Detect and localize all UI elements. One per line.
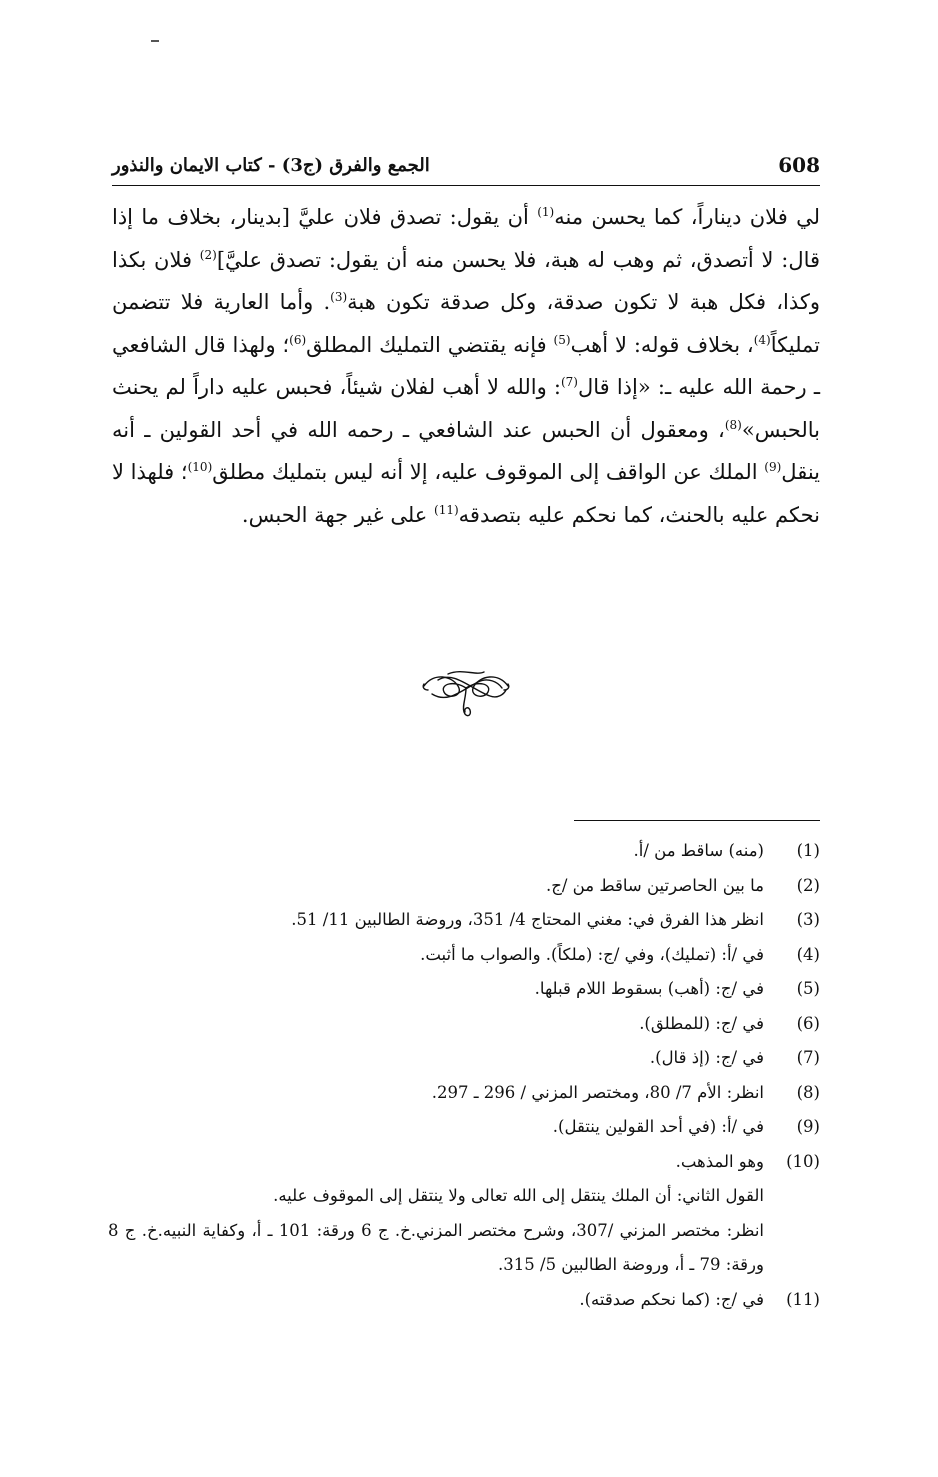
footnote-item: [108, 1283, 820, 1318]
footnote-divider: [574, 820, 820, 821]
footnote-item: [108, 1007, 820, 1042]
footnote-text: في /أ: (تمليك)، وفي /ج: (ملكاً). والصواب ما أثبت.: [420, 944, 764, 964]
footnote-number: (1): [796, 841, 820, 860]
footnote-item: [108, 1076, 820, 1111]
footnote-ref: (8): [724, 417, 742, 432]
footnote-ref: (7): [560, 375, 578, 389]
stray-ink-mark: [151, 40, 159, 42]
footnote-item: [108, 1145, 820, 1180]
body-text-segment: ، ومعقول أن الحبس عند الشافعي ـ رحمه الله في أحد القولين ـ أنه ينقل: [112, 417, 821, 484]
footnote-item: [108, 903, 820, 938]
footnote-ref: (10): [187, 460, 213, 474]
footnote-number: (4): [796, 944, 820, 964]
footnote-text: في /ج: (إذ قال).: [649, 1048, 764, 1067]
footnote-number: (5): [796, 979, 820, 998]
footnote-number: (3): [796, 910, 820, 929]
footnote-item: [108, 869, 820, 904]
footnote-text: في /ج: (كما نحكم صدقته).: [579, 1289, 764, 1309]
flourish-ornament-icon: [418, 660, 514, 722]
footnote-item: [108, 938, 820, 973]
body-text-segment: . وأما العارية فلا تتضمن تمليكاً: [112, 290, 821, 357]
body-text-segment: أن يقول: تصدق فلان عليَّ [بدينار، بخلاف ما إذا قال: لا أتصدق، ثم وهب له هبة، فلا يحسن منه أن يقول: تصدق عليَّ]: [112, 205, 821, 272]
footnote-ref: (9): [764, 460, 782, 474]
running-title: الجمع والفرق (ج3) - كتاب الايمان والنذور: [112, 154, 430, 176]
footnote-ref: (2): [199, 247, 217, 262]
footnote-number: (9): [796, 1117, 820, 1136]
footnote-item: [108, 972, 820, 1007]
body-text-segment: ، بخلاف قوله: لا أهب: [570, 332, 754, 357]
footnote-ref: (1): [537, 205, 555, 219]
footnote-ref: (5): [553, 332, 571, 347]
footnote-text: وهو المذهب.: [675, 1151, 764, 1171]
footnote-text: انظر هذا الفرق في: مغني المحتاج 4/ 351، وروضة الطالبين 11/ 51.: [291, 910, 764, 929]
footnote-text: (منه) ساقط من /أ.: [633, 841, 764, 860]
body-text-segment: لي فلان ديناراً، كما يحسن منه: [554, 205, 820, 229]
footnote-number: (10): [786, 1151, 820, 1171]
body-text-segment: فإنه يقتضي التمليك المطلق: [306, 332, 554, 357]
body-text-segment: ؛ ولهذا قال الشافعي ـ رحمة الله عليه ـ: «إذا قال: [112, 332, 820, 399]
footnote-text: في /ج: (أهب) بسقوط اللام قبلها.: [534, 979, 764, 998]
footnote-number: (6): [796, 1013, 820, 1033]
footnote-continuation: القول الثاني: أن الملك ينتقل إلى الله تعالى ولا ينتقل إلى الموقوف عليه.: [273, 1186, 764, 1205]
footnote-number: (7): [796, 1048, 820, 1067]
footnote-number: (11): [786, 1289, 820, 1309]
footnote-ref: (3): [330, 290, 348, 304]
footnote-continuation: انظر: مختصر المزني /307، وشرح مختصر المزني.خ. ج 6 ورقة: 101 ـ أ، وكفاية النبيه.خ. ج 8 ورقة: 79 ـ أ، وروضة الطالبين 5/ 315.: [108, 1220, 764, 1274]
footnote-item: [108, 1110, 820, 1145]
footnote-text: انظر: الأم 7/ 80، ومختصر المزني / 296 ـ 297.: [431, 1082, 764, 1102]
body-text-segment: الملك عن الواقف إلى الموقوف عليه، إلا أنه ليس بتمليك مطلق: [212, 460, 765, 484]
main-paragraph: [112, 196, 820, 536]
footnote-text: في /ج: (للمطلق).: [639, 1013, 764, 1033]
footnote-text: في /أ: (في أحد القولين ينتقل).: [552, 1117, 764, 1136]
footnote-ref: (6): [289, 332, 307, 347]
footnote-number: (8): [796, 1082, 820, 1102]
footnote-item: [108, 834, 820, 869]
footnote-ref: (11): [434, 502, 459, 517]
footnote-text: ما بين الحاصرتين ساقط من /ج.: [545, 875, 764, 895]
body-text-segment: : والله لا أهب لفلان شيئاً، فحبس عليه داراً لم يحنث بالحبس»: [112, 375, 820, 442]
footnote-ref: (4): [753, 332, 771, 347]
page-number: 608: [778, 153, 820, 177]
footnote-item: [108, 1041, 820, 1076]
footnotes: [108, 834, 820, 1317]
footnote-number: (2): [796, 875, 820, 895]
body-text-segment: ؛ فلهذا لا نحكم عليه بالحنث، كما نحكم عليه بتصدقه: [112, 460, 820, 527]
body-text-segment: فلان بكذا وكذا، فكل هبة لا تكون صدقة، وكل صدقة تكون هبة: [112, 247, 820, 314]
body-text-segment: على غير جهة الحبس.: [241, 502, 434, 527]
page-header: [112, 145, 820, 186]
